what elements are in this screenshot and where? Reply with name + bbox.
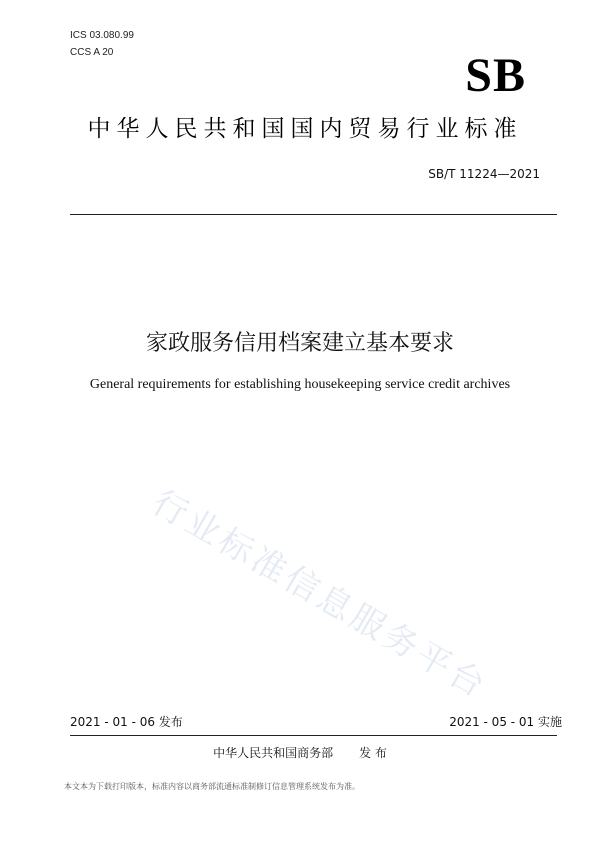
publisher-action: 发 布 [359, 746, 387, 760]
implementation-date: 2021 - 05 - 01 实施 [449, 715, 562, 729]
issuer-title: 中华人民共和国国内贸易行业标准 [87, 116, 523, 142]
watermark: 行业标准信息服务平台 [145, 482, 495, 708]
publish-date: 2021 - 01 - 06 发布 [70, 715, 183, 729]
document-title-english: General requirements for establishing housekeeping service credit archives [89, 377, 511, 392]
document-title-chinese: 家政服务信用档案建立基本要求 [145, 331, 454, 356]
bottom-divider [70, 735, 557, 736]
standard-number: SB/T 11224—2021 [428, 167, 540, 181]
ics-code: ICS 03.080.99 [70, 30, 134, 41]
ccs-code: CCS A 20 [70, 47, 114, 58]
download-footnote: 本文本为下载打印版本，标准内容以商务部流通标准制修订信息管理系统发布为准。 [64, 782, 360, 791]
publisher-name: 中华人民共和国商务部 [213, 746, 334, 760]
publisher-line [0, 745, 600, 761]
top-divider [70, 214, 557, 215]
sb-logo: SB [465, 49, 526, 102]
